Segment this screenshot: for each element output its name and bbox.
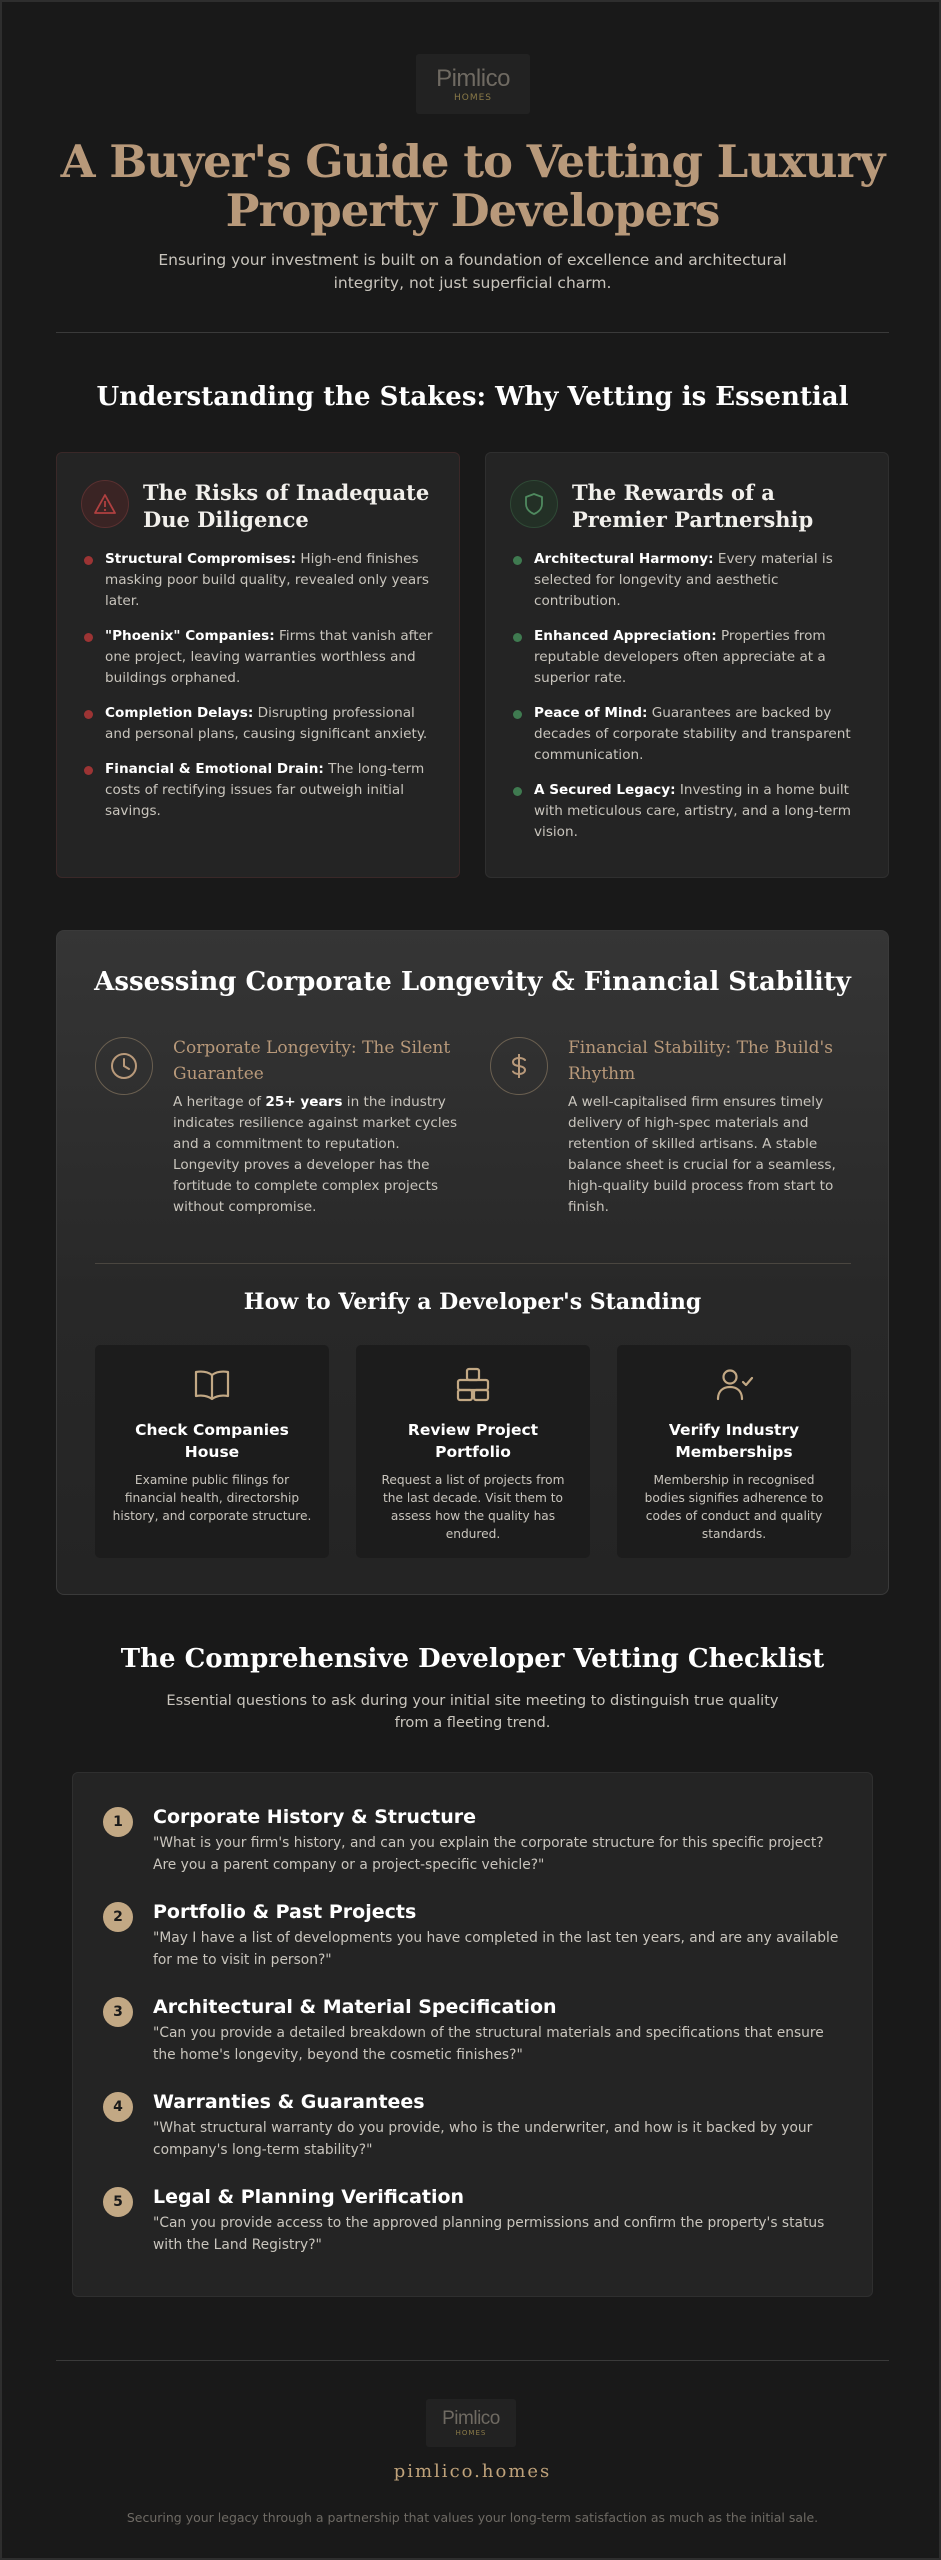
verify-card-companies-house (95, 1345, 329, 1558)
verify-card-text: Examine public filings for financial health, directorship history, and corporate structure. (112, 1473, 312, 1523)
longevity-feature-text (173, 1092, 465, 1218)
checklist-item (103, 1995, 842, 2066)
page-subtitle: Ensuring your investment is built on a foundation of excellence and architectural integrity, not just superficial charm. (158, 251, 787, 292)
item-text: Properties from reputable developers often appreciate at a superior rate. (534, 628, 826, 686)
checklist-item-question: "What is your firm's history, and can you explain the corporate structure for this specific project? Are you a parent company or a project-specific vehicle?" (153, 1835, 824, 1873)
footer-logo (426, 2399, 516, 2447)
checklist-item-question: "Can you provide access to the approved planning permissions and confirm the property's status with the Land Registry?" (153, 2215, 825, 2253)
longevity-feature-title: Corporate Longevity: The Silent Guarantee (173, 1038, 451, 1084)
verify-card-title: Verify Industry Memberships (668, 1421, 800, 1461)
bullet-dot (513, 710, 522, 719)
checklist-item-question: "Can you provide a detailed breakdown of the structural materials and specifications that ensure the home's longevity, beyond the cosmetic finishes?" (153, 2025, 824, 2063)
text-part: in the industry indicates resilience against market cycles and a commitment to reputation. Longevity proves a developer has the fortitude to complete complex projects without compromise. (173, 1094, 458, 1215)
stability-feature (490, 1035, 860, 1218)
blocks-icon (372, 1365, 574, 1405)
item-text: Investing in a home built with meticulous care, artistry, and a long-term vision. (534, 782, 851, 840)
website-link[interactable]: pimlico.homes (393, 2461, 552, 2482)
item-text: Guarantees are backed by decades of corporate stability and transparent communication. (534, 705, 851, 763)
checklist-section-title: The Comprehensive Developer Vetting Checklist (120, 1644, 825, 1674)
item-label: Structural Compromises: (105, 551, 297, 567)
stability-feature-text: A well-capitalised firm ensures timely delivery of high-spec materials and retention of skilled artisans. A stable balance sheet is crucial for a seamless, high-quality build process from start to finish. (568, 1094, 836, 1215)
checklist-item (103, 1900, 842, 1971)
checklist-item-title: Legal & Planning Verification (153, 2186, 465, 2208)
verify-card-portfolio (356, 1345, 590, 1558)
years-highlight: 25+ years (265, 1094, 343, 1110)
panel-divider (95, 1263, 851, 1264)
longevity-section-title: Assessing Corporate Longevity & Financial Stability (94, 967, 851, 997)
item-label: "Phoenix" Companies: (105, 628, 275, 644)
item-text: The long-term costs of rectifying issues far outweigh initial savings. (105, 761, 425, 819)
logo-submark: HOMES (455, 2429, 487, 2437)
checklist-item (103, 2185, 842, 2256)
verify-card-title: Check Companies House (135, 1421, 289, 1461)
checklist-item-question: "May I have a list of developments you have completed in the last ten years, and are any available for me to visit in person?" (153, 1930, 839, 1968)
risks-card (56, 452, 460, 878)
item-label: Architectural Harmony: (534, 551, 714, 567)
item-text: High-end finishes masking poor build quality, revealed only years later. (105, 551, 429, 609)
item-label: Financial & Emotional Drain: (105, 761, 324, 777)
list-item (510, 780, 864, 843)
verify-card-memberships (617, 1345, 851, 1558)
logo-submark: HOMES (453, 92, 493, 103)
rewards-list (510, 549, 864, 843)
logo-wordmark: Pimlico (442, 2408, 500, 2429)
list-item (510, 703, 864, 766)
verify-section-title: How to Verify a Developer's Standing (243, 1289, 702, 1315)
item-label: A Secured Legacy: (534, 782, 676, 798)
list-item (81, 549, 435, 612)
rewards-card-title: The Rewards of a Premier Partnership (572, 480, 814, 532)
longevity-panel (56, 930, 889, 1595)
header-divider (56, 332, 889, 333)
verify-card-title: Review Project Portfolio (407, 1421, 539, 1461)
pimlico-logo (416, 54, 530, 114)
logo-wordmark: Pimlico (436, 64, 510, 92)
bullet-dot (84, 766, 93, 775)
item-label: Peace of Mind: (534, 705, 648, 721)
step-number-badge: 1 (103, 1807, 133, 1837)
verify-card-text: Membership in recognised bodies signifies adherence to codes of conduct and quality standards. (644, 1473, 824, 1541)
step-number-badge: 5 (103, 2187, 133, 2217)
footer-divider (56, 2360, 889, 2361)
checklist-subtitle: Essential questions to ask during your initial site meeting to distinguish true quality from a fleeting trend. (166, 1692, 779, 1731)
stability-feature-title: Financial Stability: The Build's Rhythm (568, 1038, 833, 1084)
bullet-dot (513, 787, 522, 796)
risks-card-title: The Risks of Inadequate Due Diligence (143, 480, 430, 532)
warning-triangle-icon (81, 480, 129, 528)
clock-icon (95, 1037, 153, 1095)
list-item (510, 626, 864, 689)
text-part: A heritage of (173, 1094, 266, 1110)
checklist-card (72, 1772, 873, 2297)
footer-tagline: Securing your legacy through a partnership that values your long-term satisfaction as much as the initial sale. (126, 2510, 819, 2525)
checklist-item-title: Corporate History & Structure (153, 1806, 476, 1828)
item-label: Enhanced Appreciation: (534, 628, 717, 644)
bullet-dot (84, 710, 93, 719)
checklist-item-title: Warranties & Guarantees (153, 2091, 425, 2113)
bullet-dot (513, 556, 522, 565)
list-item (81, 626, 435, 689)
bullet-dot (84, 633, 93, 642)
step-number-badge: 2 (103, 1902, 133, 1932)
list-item (81, 759, 435, 822)
list-item (81, 703, 435, 745)
list-item (510, 549, 864, 612)
verify-card-text: Request a list of projects from the last decade. Visit them to assess how the quality has endured. (381, 1473, 565, 1541)
checklist-item-title: Portfolio & Past Projects (153, 1901, 417, 1923)
bullet-dot (513, 633, 522, 642)
dollar-icon (490, 1037, 548, 1095)
open-book-icon (111, 1365, 313, 1405)
checklist-item (103, 2090, 842, 2161)
step-number-badge: 3 (103, 1997, 133, 2027)
user-check-icon (633, 1365, 835, 1405)
checklist-item (103, 1805, 842, 1876)
risks-list (81, 549, 435, 822)
checklist-item-title: Architectural & Material Specification (153, 1996, 557, 2018)
checklist-item-question: "What structural warranty do you provide, who is the underwriter, and how is it backed by your company's long-term stability?" (153, 2120, 813, 2158)
stakes-section-title: Understanding the Stakes: Why Vetting is Essential (96, 382, 849, 412)
item-text: Firms that vanish after one project, leaving warranties worthless and buildings orphaned. (105, 628, 433, 686)
bullet-dot (84, 556, 93, 565)
item-label: Completion Delays: (105, 705, 254, 721)
page-title: A Buyer's Guide to Vetting Luxury Property Developers (60, 135, 885, 237)
longevity-feature (95, 1035, 465, 1218)
step-number-badge: 4 (103, 2092, 133, 2122)
rewards-card (485, 452, 889, 878)
item-text: Disrupting professional and personal plans, causing significant anxiety. (105, 705, 428, 742)
shield-icon (510, 480, 558, 528)
item-text: Every material is selected for longevity and aesthetic contribution. (534, 551, 833, 609)
